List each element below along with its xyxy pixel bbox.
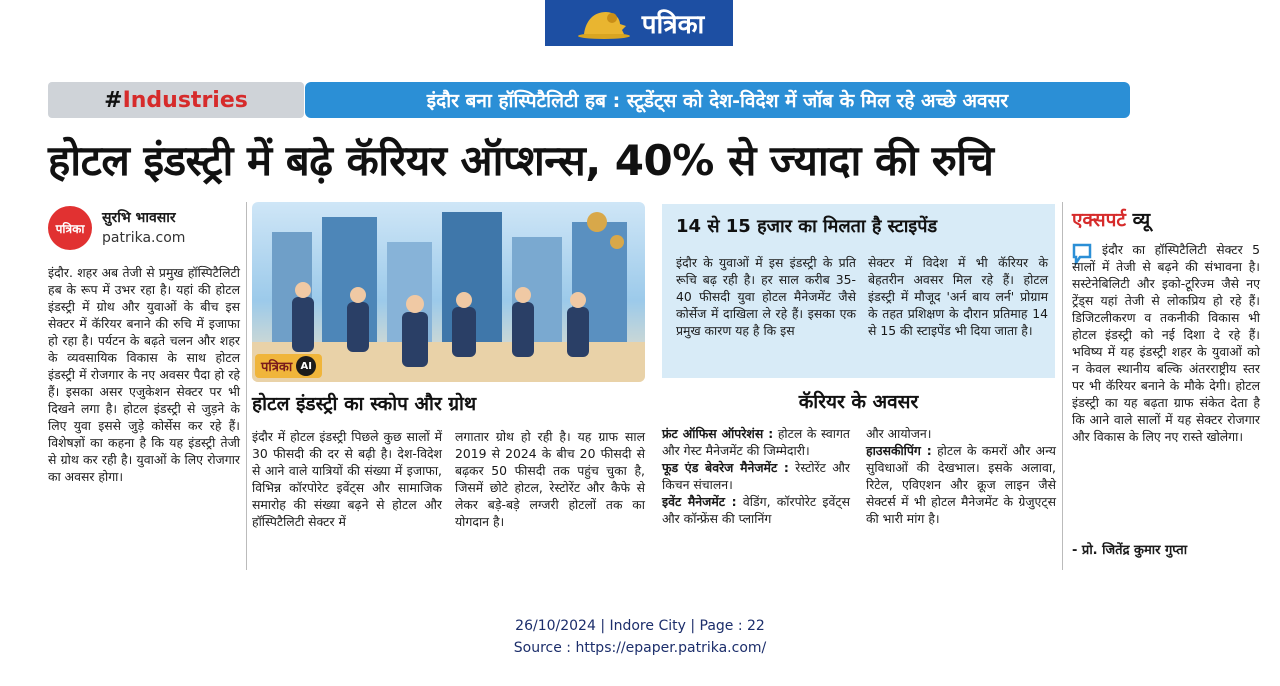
lion-emblem-icon (574, 6, 634, 40)
growth-subheading: होटल इंडस्ट्री का स्कोप और ग्रोथ (252, 393, 477, 415)
masthead-logo-text: पत्रिका (641, 10, 705, 40)
byline-name: सुरभि भावसार (102, 210, 176, 226)
footer-date-edition: 26/10/2024 | Indore City | Page : 22 (515, 618, 765, 634)
patrika-masthead-logo (545, 0, 733, 46)
expert-view-heading-dark: व्यू (1132, 209, 1151, 231)
front-office-text: होटल के स्वागत और गेस्ट मैनेजमेंट की जिम्मेदारी। (662, 426, 850, 458)
stipend-heading: 14 से 15 हजार का मिलता है स्टाइपेंड (676, 216, 938, 237)
food-beverage-label: फूड एंड बेवरेज मैनेजमेंट : (662, 460, 789, 475)
section-tag (48, 82, 304, 118)
byline-site: patrika.com (102, 230, 186, 246)
stipend-column-b: सेक्टर में विदेश में भी कॅरियर के बेहतरीन अवसर मिल रहे हैं। होटल इंडस्ट्री में मौजूद 'अर्न बाय लर्न' प्रोग्राम के तहत प्रशिक्षण के दौरान प्रतिमाह 14 से 15 की स्टाइपेंड भी दिया जाता है। (868, 255, 1048, 338)
column-divider (1062, 202, 1063, 570)
career-column-a (662, 425, 850, 527)
food-beverage-text: रेस्टोरेंट और किचन संचालन। (662, 460, 850, 492)
career-column-b (866, 425, 1056, 527)
adjacent-column-fragment (1266, 70, 1280, 570)
byline-logo: पत्रिका (48, 206, 92, 250)
expert-view-heading-red: एक्सपर्ट (1072, 209, 1126, 231)
housekeeping-label: हाउसकीपिंग : (866, 443, 932, 458)
kicker-text: इंदौर बना हॉस्पिटैलिटी हब : स्टूडेंट्स को देश-विदेश में जॉब के मिल रहे अच्छे अवसर (426, 90, 1009, 112)
event-management-label: इवेंट मैनेजमेंट : (662, 494, 737, 509)
expert-view-heading (1072, 206, 1150, 232)
front-office-label: फ्रंट ऑफिस ऑपरेशंस : (662, 426, 774, 441)
column-divider (246, 202, 247, 570)
section-tag-label: Industries (122, 87, 248, 113)
expert-author: - प्रो. जितेंद्र कुमार गुप्ता (1072, 543, 1188, 558)
section-tag-hash: # (104, 87, 123, 113)
growth-column-b: लगातार ग्रोथ हो रही है। यह ग्राफ साल 2019 से 2024 के बीच 20 फीसदी से बढ़कर 50 फीसदी तक पहुंच चुका है, जिसमें छोटे होटल, रेस्टोरेंट और कैफे से लेकर बड़े-बड़े लग्जरी होटलों तक का योगदान है। (455, 429, 645, 529)
illustration-badge (255, 354, 322, 378)
expert-view-text: इंदौर का हॉस्पिटैलिटी सेक्टर 5 सालों में तेजी से बढ़ने की संभावना है। सस्टेनेबिलिटी और इको-टूरिज्म जैसे नए ट्रेंड्स यहां तेजी से लोकप्रिय हो रहे हैं। डिजिटलीकरण व तकनीकी विकास भी होटल इंडस्ट्री को नई दिशा दे रहे हैं। भविष्य में यह इंडस्ट्री शहर के युवाओं को न केवल स्थानीय बल्कि अंतरराष्ट्रीय स्तर पर भी कॅरियर बनाने के मौके देगी। होटल इंडस्ट्री का यह बढ़ता ग्राफ संकेत देता है कि आने वाले सालों में यह सेक्टर रोजगार और विकास के लिए नए रास्ते खोलेगा। (1072, 242, 1260, 444)
headline: होटल इंडस्ट्री में बढ़े कॅरियर ऑप्शन्स, 40% से ज्यादा की रुचि (48, 136, 994, 185)
illustration-badge-text: पत्रिका (261, 360, 293, 375)
career-col-b-start: और आयोजन। (866, 426, 932, 441)
event-management-text: वेडिंग, कॉरपोरेट इवेंट्स और कॉन्फ्रेंस की प्लानिंग (662, 494, 850, 526)
growth-column-a: इंदौर में होटल इंडस्ट्री पिछले कुछ सालों में 30 फीसदी की दर से बढ़ी है। देश-विदेश से आने वाले यात्रियों की संख्या में इजाफा, विभिन्न कॉरपोरेट इवेंट्स और सामाजिक समारोह की संख्या बढ़ने से होटल और हॉस्पिटैलिटी सेक्टर में (252, 429, 442, 529)
career-subheading: कॅरियर के अवसर (798, 391, 919, 413)
ai-badge: AI (296, 356, 316, 376)
stipend-column-a: इंदौर के युवाओं में इस इंडस्ट्री के प्रति रूचि बढ़ रही है। हर साल करीब 35-40 फीसदी युवा होटल मैनेजमेंट जैसे कोर्सेज में दाखिला ले रहे हैं। इसका एक प्रमुख कारण यह है कि इस (676, 255, 856, 338)
story-column-1: इंदौर. शहर अब तेजी से प्रमुख हॉस्पिटैलिटी हब के रूप में उभर रहा है। यहां की होटल इंडस्ट्री में ग्रोथ और युवाओं के बीच इस सेक्टर में कॅरियर बनाने की रुचि में इजाफा हो रहा है। पर्यटन के बढ़ते चलन और शहर के व्यवसायिक विकास के साथ होटल इंडस्ट्री में रोजगार के नए अवसर पैदा हो रहे हैं। इसका असर एजुकेशन सेक्टर पर भी दिखने लगा है। होटल इंडस्ट्री से जुड़ने के लिए युवा इससे जुड़े कोर्सेस कर रहे हैं। विशेषज्ञों का कहना है कि यह इंडस्ट्री तेजी से ग्रोथ कर रही है। युवाओं के लिए रोजगार का अवसर होगा। (48, 265, 240, 484)
housekeeping-text: होटल के कमरों और अन्य सुविधाओं की देखभाल। इसके अलावा, रिटेल, एविएशन और क्रूज लाइन जैसे सेक्टर्स में भी होटल मैनेजमेंट के ग्रेजुएट्स की भारी मांग है। (866, 443, 1056, 526)
kicker-banner (305, 82, 1130, 118)
footer-source: Source : https://epaper.patrika.com/ (513, 640, 767, 656)
